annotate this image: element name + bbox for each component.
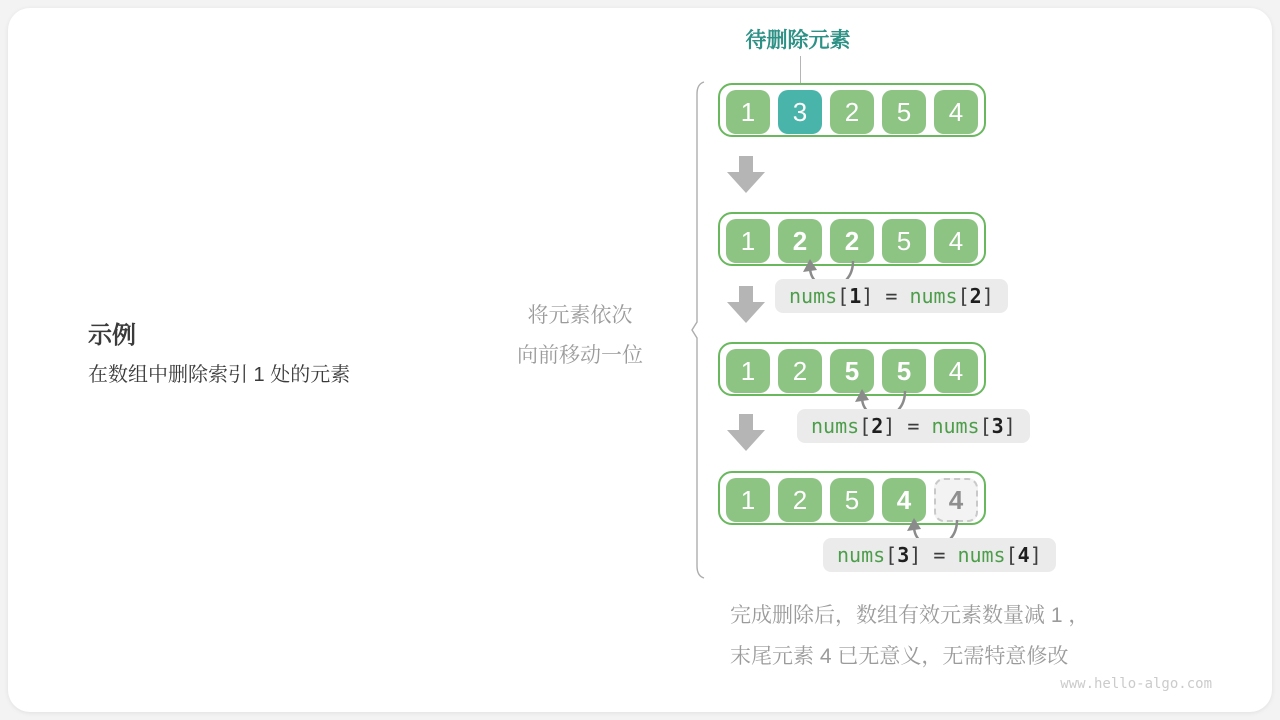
footer-note <box>730 595 1089 677</box>
footer-note-line2: 末尾元素 4 已无意义，无需特意修改 <box>730 645 1069 668</box>
code-token: [ <box>979 414 992 438</box>
code-token: ] <box>883 414 896 438</box>
code-label-assignment-3 <box>823 538 1056 572</box>
code-token: [ <box>885 543 898 567</box>
array-cell: 1 <box>726 219 770 263</box>
array-cell: 2 <box>778 219 822 263</box>
code-token: = <box>873 284 910 308</box>
down-arrow-icon <box>727 286 765 323</box>
array-cell: 1 <box>726 90 770 134</box>
code-token: 2 <box>969 284 982 308</box>
array-cell: 1 <box>726 478 770 522</box>
code-token: nums <box>811 414 860 438</box>
array-cell: 4 <box>934 219 978 263</box>
example-description: 在数组中删除索引 1 处的元素 <box>88 364 351 386</box>
array-cell-ghost: 4 <box>934 478 978 522</box>
code-token: ] <box>861 284 874 308</box>
target-element-label: 待删除元素 <box>745 29 851 52</box>
code-token: ] <box>1003 414 1016 438</box>
array-cell: 2 <box>778 349 822 393</box>
down-arrow-icon <box>727 414 765 451</box>
watermark: www.hello-algo.com <box>1060 676 1212 692</box>
code-token: 4 <box>1017 543 1030 567</box>
array-cell: 5 <box>830 349 874 393</box>
array-cell: 2 <box>830 90 874 134</box>
code-token: nums <box>957 543 1006 567</box>
code-token: = <box>895 414 932 438</box>
array-cell: 4 <box>934 349 978 393</box>
code-token: [ <box>837 284 850 308</box>
code-token: 3 <box>991 414 1004 438</box>
code-token: [ <box>1005 543 1018 567</box>
example-heading: 示例 <box>88 322 136 349</box>
code-token: [ <box>957 284 970 308</box>
shift-note-line2: 向前移动一位 <box>517 344 643 367</box>
code-token: nums <box>789 284 838 308</box>
array-cell: 5 <box>830 478 874 522</box>
array-cell: 4 <box>934 90 978 134</box>
code-token: 3 <box>897 543 910 567</box>
array-cell-target: 3 <box>778 90 822 134</box>
target-pointer-line <box>800 56 801 83</box>
shift-note <box>488 296 672 376</box>
code-token: nums <box>931 414 980 438</box>
code-token: ] <box>981 284 994 308</box>
code-label-assignment-1 <box>775 279 1008 313</box>
code-token: nums <box>909 284 958 308</box>
footer-note-line1: 完成删除后，数组有效元素数量减 1 ， <box>730 604 1090 627</box>
code-token: 1 <box>849 284 862 308</box>
code-token: ] <box>909 543 922 567</box>
array-cell: 4 <box>882 478 926 522</box>
code-token: = <box>921 543 958 567</box>
array-cell: 1 <box>726 349 770 393</box>
steps-brace-icon <box>688 80 712 580</box>
array-cell: 5 <box>882 90 926 134</box>
array-cell: 5 <box>882 349 926 393</box>
array-state-initial <box>718 83 986 137</box>
code-token: ] <box>1029 543 1042 567</box>
code-token: nums <box>837 543 886 567</box>
down-arrow-icon <box>727 156 765 193</box>
array-cell: 2 <box>778 478 822 522</box>
code-token: [ <box>859 414 872 438</box>
code-token: 2 <box>871 414 884 438</box>
array-cell: 2 <box>830 219 874 263</box>
code-label-assignment-2 <box>797 409 1030 443</box>
shift-note-line1: 将元素依次 <box>527 304 633 327</box>
array-cell: 5 <box>882 219 926 263</box>
